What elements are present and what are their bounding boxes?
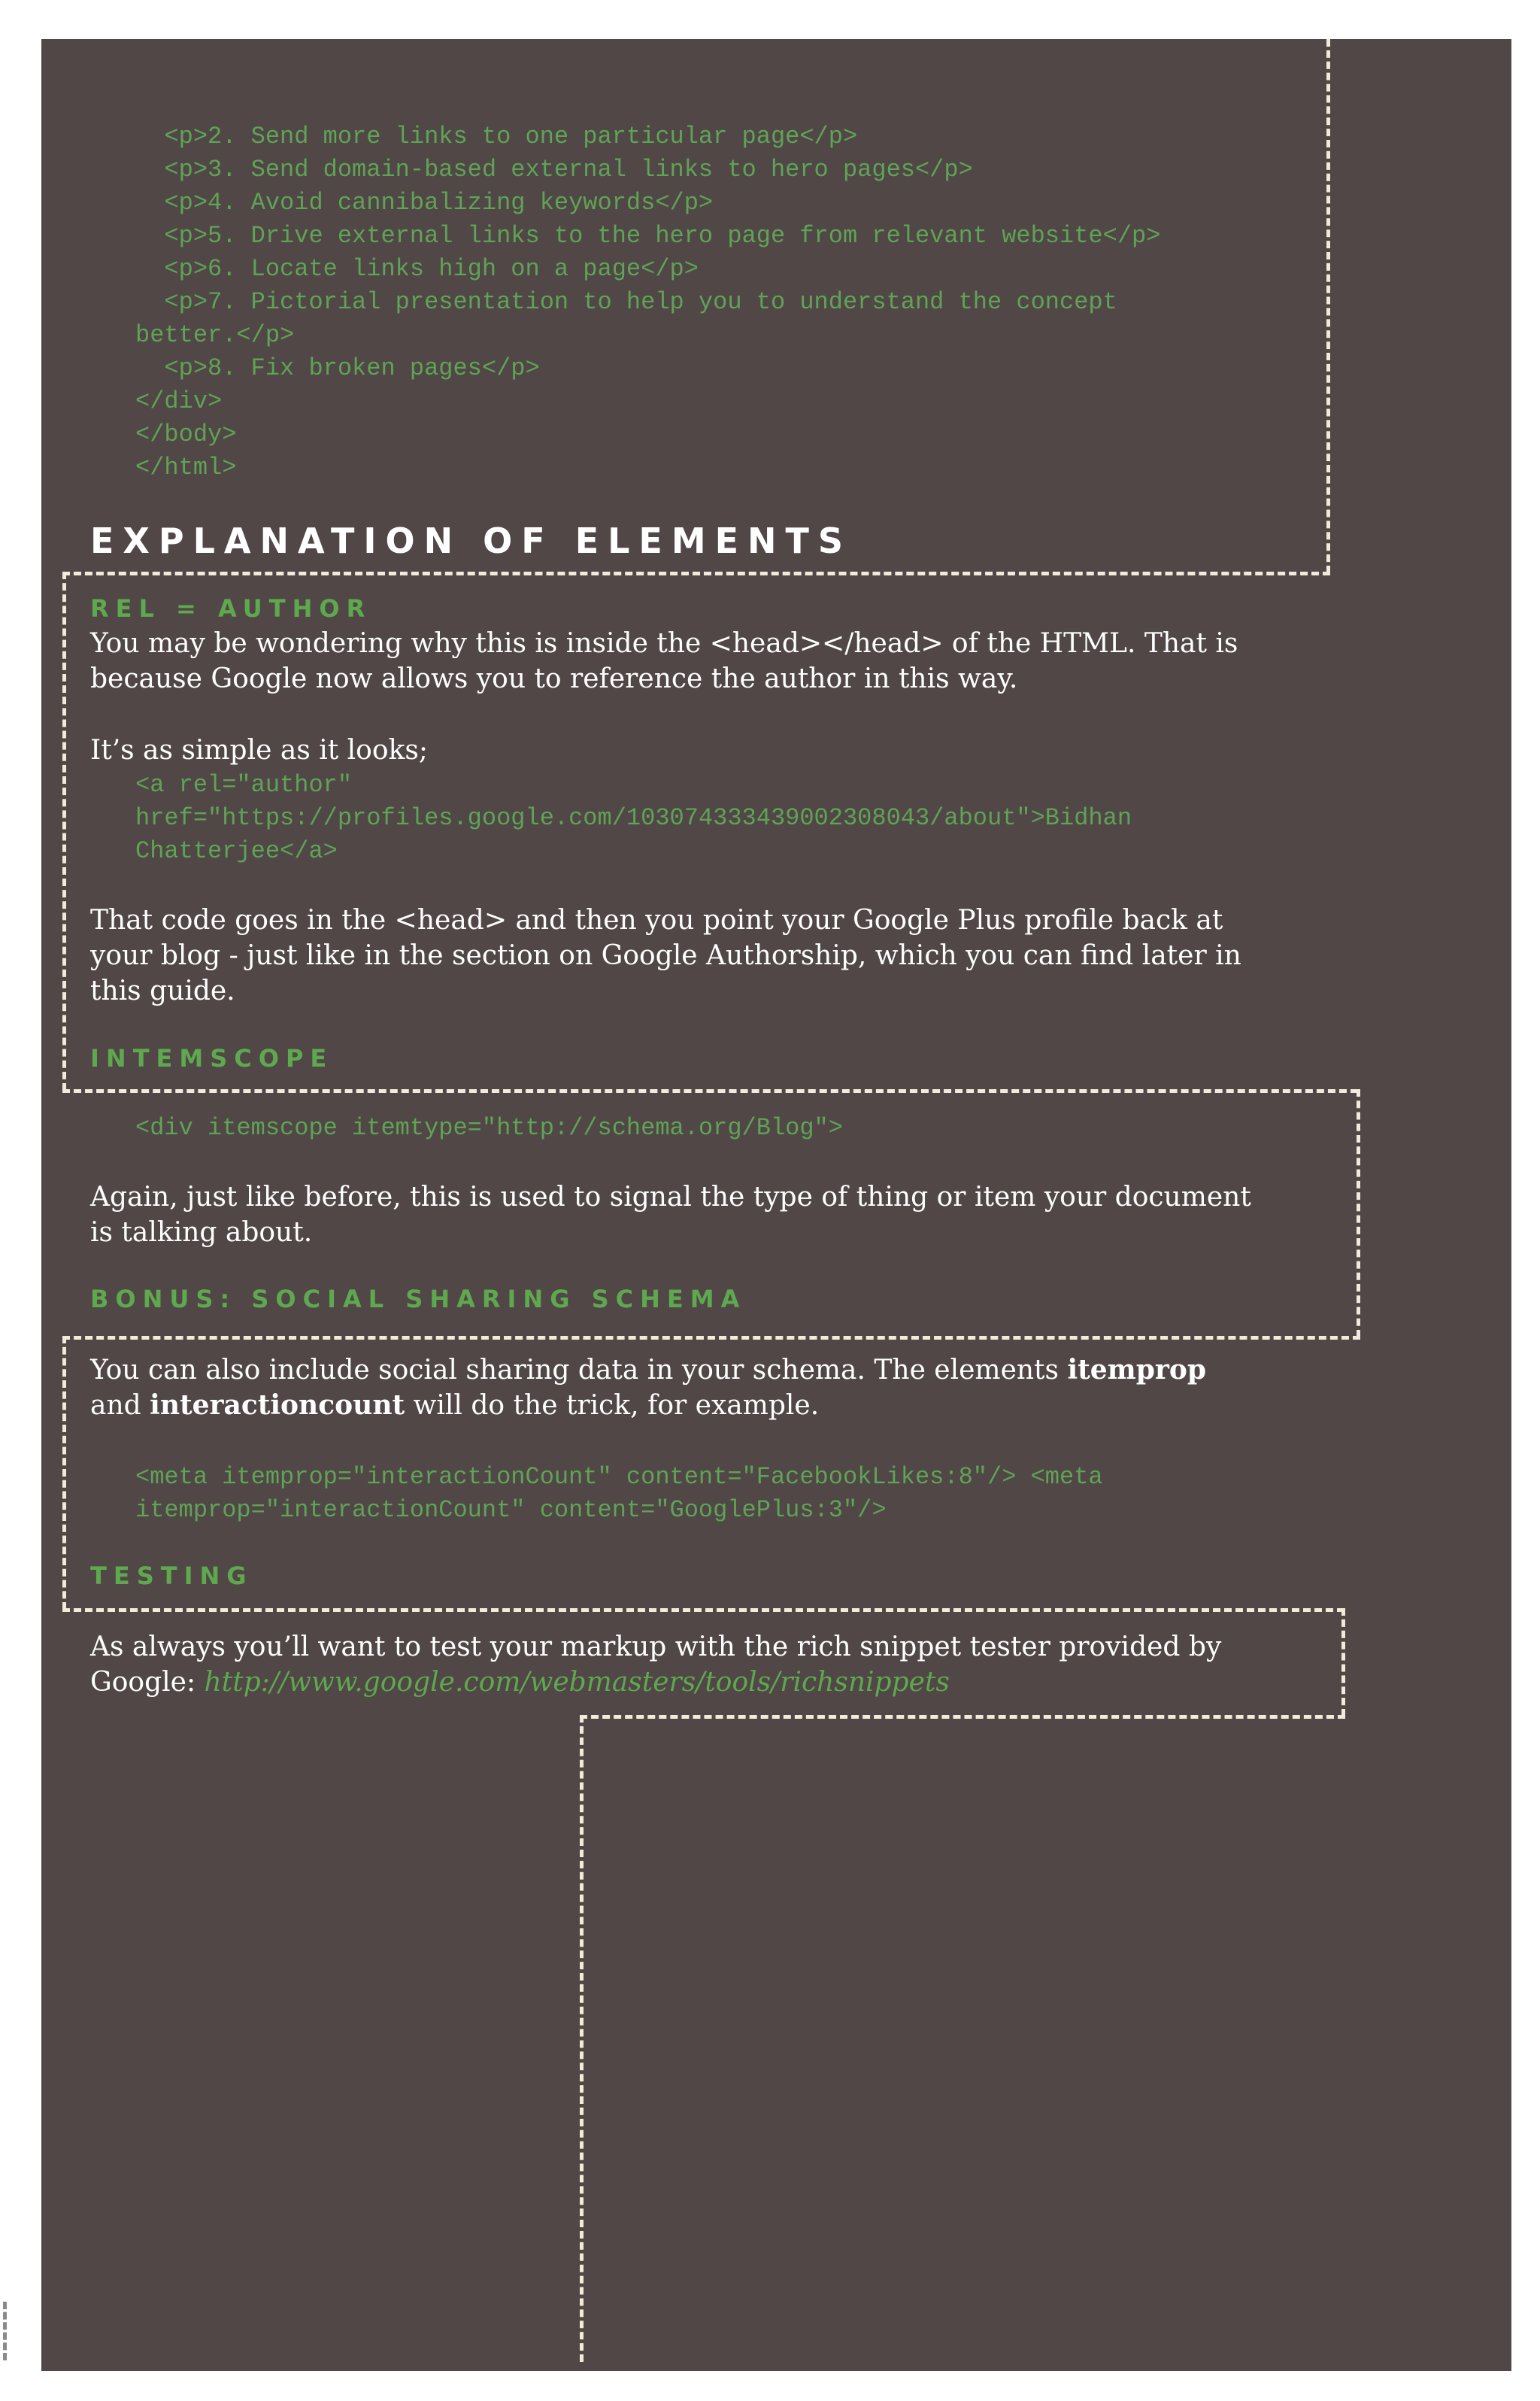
code-line: <a rel="author" — [135, 771, 353, 799]
text-line: That code goes in the <head> and then you point your Google Plus profile back at — [90, 905, 1223, 936]
section-heading: EXPLANATION OF ELEMENTS — [90, 521, 853, 561]
dashed-line — [1326, 39, 1330, 573]
text-line: is talking about. — [90, 1217, 313, 1248]
rich-snippets-link[interactable]: http://www.google.com/webmasters/tools/richsnippets — [204, 1667, 950, 1698]
code-line: <p>4. Avoid cannibalizing keywords</p> — [135, 189, 714, 217]
testing-paragraph — [90, 1629, 1221, 1700]
testing-title: TESTING — [90, 1562, 253, 1590]
code-line: <p>6. Locate links high on a page</p> — [135, 255, 699, 283]
rel-author-code — [135, 769, 1132, 868]
code-block-html-tail — [135, 120, 1160, 484]
code-line: </div> — [135, 387, 223, 415]
code-line: itemprop="interactionCount" content="GooglePlus:3"/> — [135, 1496, 887, 1524]
dashed-line — [580, 1715, 1345, 1719]
text-line: Google: http://www.google.com/webmasters/tools/richsnippets — [90, 1667, 950, 1698]
text-line: You can also include social sharing data in your schema. The elements itemprop — [90, 1354, 1207, 1386]
rel-author-paragraph-1 — [90, 626, 1238, 697]
code-line: better.</p> — [135, 321, 295, 349]
bonus-code — [135, 1461, 1103, 1527]
itemscope-title: INTEMSCOPE — [90, 1044, 334, 1073]
bold-term: itemprop — [1067, 1354, 1207, 1386]
text-line: Again, just like before, this is used to signal the type of thing or item your document — [90, 1182, 1251, 1213]
dashed-line — [1341, 1608, 1345, 1717]
text-line: You may be wondering why this is inside the <head></head> of the HTML. That is — [90, 628, 1238, 659]
code-line: Chatterjee</a> — [135, 837, 338, 865]
dashed-line — [62, 1089, 1358, 1093]
rel-author-paragraph-2: It’s as simple as it looks; — [90, 735, 428, 766]
text-line: and interactioncount will do the trick, for example. — [90, 1389, 820, 1421]
dashed-line — [62, 1336, 66, 1610]
code-line: </body> — [135, 420, 237, 448]
dashed-line — [62, 572, 66, 1091]
text-line: this guide. — [90, 976, 235, 1006]
text-line: As always you’ll want to test your markup with the rich snippet tester provided by — [90, 1632, 1222, 1662]
code-line: href="https://profiles.google.com/103074333439002308043/about">Bidhan — [135, 804, 1132, 832]
dashed-line — [3, 2302, 7, 2360]
code-line: <div itemscope itemtype="http://schema.org/Blog"> — [135, 1114, 843, 1142]
itemscope-paragraph — [90, 1179, 1251, 1250]
code-line: </html> — [135, 454, 237, 481]
code-line: <p>8. Fix broken pages</p> — [135, 354, 540, 382]
dashed-line — [1357, 1089, 1360, 1337]
itemscope-code — [135, 1112, 843, 1145]
rel-author-paragraph-3 — [90, 903, 1241, 1009]
code-line: <p>3. Send domain-based external links to hero pages</p> — [135, 156, 973, 184]
code-line: <p>5. Drive external links to the hero page from relevant website</p> — [135, 222, 1161, 250]
dashed-line — [62, 572, 1330, 575]
code-line: <meta itemprop="interactionCount" content="FacebookLikes:8"/> <meta — [135, 1463, 1103, 1491]
rel-author-title: REL = AUTHOR — [90, 594, 372, 623]
bonus-title: BONUS: SOCIAL SHARING SCHEMA — [90, 1285, 747, 1313]
code-line: <p>7. Pictorial presentation to help you to understand the concept — [135, 288, 1117, 316]
text-line: your blog - just like in the section on Google Authorship, which you can find later in — [90, 940, 1241, 971]
dashed-line — [62, 1608, 1344, 1612]
code-line: <p>2. Send more links to one particular page</p> — [135, 123, 858, 150]
text-line: because Google now allows you to reference the author in this way. — [90, 663, 1018, 694]
dashed-line — [580, 1715, 584, 2362]
dashed-line — [62, 1336, 1360, 1340]
bold-term: interactioncount — [150, 1389, 405, 1421]
bonus-paragraph — [90, 1352, 1206, 1423]
